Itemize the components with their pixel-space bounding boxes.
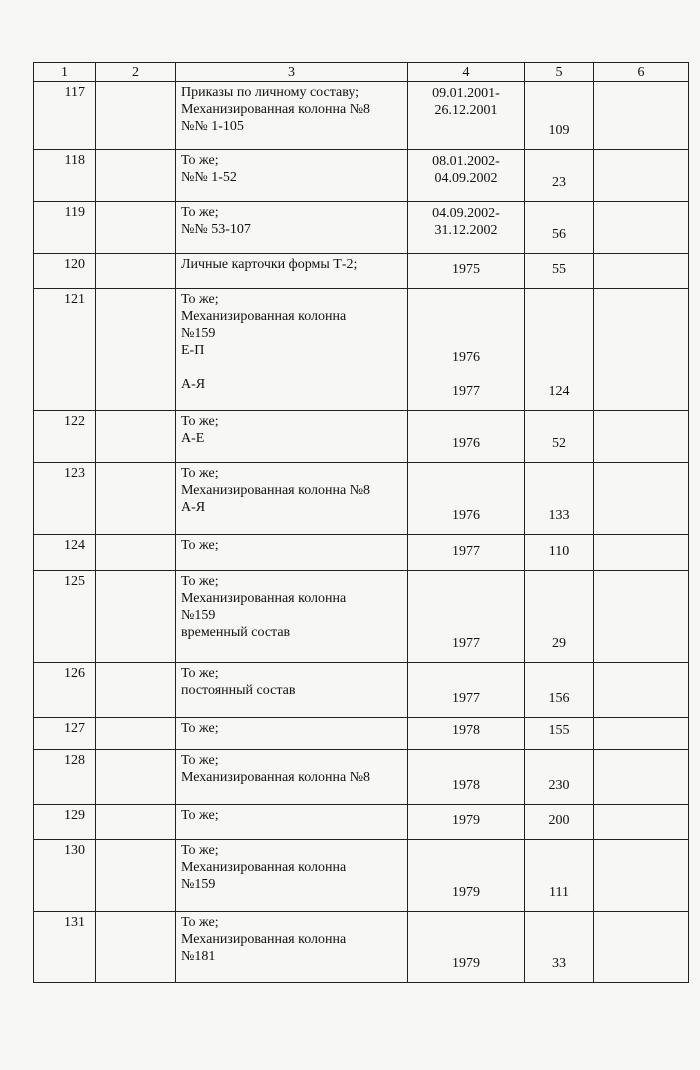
item-number-cell: 122 <box>34 411 96 463</box>
description-line: То же; <box>181 666 219 681</box>
dates-cell <box>408 150 525 202</box>
table-row <box>34 718 689 750</box>
table-row <box>34 463 689 535</box>
notes-cell <box>594 663 689 718</box>
col2-cell <box>96 912 176 983</box>
description-cell <box>176 718 408 750</box>
notes-cell <box>594 912 689 983</box>
date-line: 1977 <box>452 384 480 399</box>
description-line: Механизированная колонна №8 <box>181 483 371 498</box>
notes-cell <box>594 289 689 411</box>
dates-cell <box>408 289 525 411</box>
description-cell <box>176 150 408 202</box>
document-page <box>33 62 688 992</box>
dates-cell <box>408 805 525 840</box>
sheet-count-cell: 52 <box>525 411 594 463</box>
description-cell <box>176 805 408 840</box>
description-line: постоянный состав <box>181 683 296 698</box>
notes-cell <box>594 571 689 663</box>
col2-cell <box>96 805 176 840</box>
dates-cell <box>408 750 525 805</box>
description-line: То же; <box>181 153 219 168</box>
description-line: Механизированная колонна <box>181 309 347 324</box>
table-row <box>34 82 689 150</box>
table-row <box>34 571 689 663</box>
sheet-count-cell: 110 <box>525 535 594 571</box>
date-line: 1978 <box>452 723 480 738</box>
table-row <box>34 254 689 289</box>
description-cell <box>176 663 408 718</box>
description-cell <box>176 463 408 535</box>
sheet-count-cell: 29 <box>525 571 594 663</box>
description-line: А-Я <box>181 500 206 515</box>
item-number-cell: 124 <box>34 535 96 571</box>
description-line: То же; <box>181 292 219 307</box>
item-number-cell: 120 <box>34 254 96 289</box>
description-line: №№ 1-105 <box>181 119 244 134</box>
date-line: 1976 <box>452 508 480 523</box>
sheet-count-cell: 55 <box>525 254 594 289</box>
description-line: Механизированная колонна <box>181 860 347 875</box>
description-line: То же; <box>181 915 219 930</box>
date-line: 09.01.2001- <box>432 86 500 101</box>
notes-cell <box>594 463 689 535</box>
column-header-1: 1 <box>34 63 96 82</box>
description-line: А-Я <box>181 377 206 392</box>
item-number-cell: 119 <box>34 202 96 254</box>
description-cell <box>176 254 408 289</box>
item-number-cell: 127 <box>34 718 96 750</box>
item-number-cell: 125 <box>34 571 96 663</box>
description-line: Е-П <box>181 343 205 358</box>
description-line: То же; <box>181 574 219 589</box>
column-header-6: 6 <box>594 63 689 82</box>
date-line: 1979 <box>452 885 480 900</box>
description-line: Приказы по личному составу; <box>181 85 360 100</box>
description-line: То же; <box>181 414 219 429</box>
description-line: Личные карточки формы Т-2; <box>181 257 358 272</box>
description-line: А-Е <box>181 431 205 446</box>
sheet-count-cell: 133 <box>525 463 594 535</box>
dates-cell <box>408 463 525 535</box>
date-line: 1979 <box>452 813 480 828</box>
description-cell <box>176 571 408 663</box>
item-number-cell: 128 <box>34 750 96 805</box>
sheet-count-cell: 155 <box>525 718 594 750</box>
table-row <box>34 750 689 805</box>
date-line: 31.12.2002 <box>434 223 498 238</box>
item-number-cell: 129 <box>34 805 96 840</box>
description-line: Механизированная колонна №8 <box>181 102 371 117</box>
notes-cell <box>594 82 689 150</box>
column-header-5: 5 <box>525 63 594 82</box>
table-row <box>34 663 689 718</box>
description-cell <box>176 411 408 463</box>
sheet-count-cell: 124 <box>525 289 594 411</box>
sheet-count-cell: 200 <box>525 805 594 840</box>
col2-cell <box>96 254 176 289</box>
table-row <box>34 805 689 840</box>
sheet-count-cell: 109 <box>525 82 594 150</box>
table-row <box>34 289 689 411</box>
table-row <box>34 840 689 912</box>
notes-cell <box>594 535 689 571</box>
item-number-cell: 117 <box>34 82 96 150</box>
description-cell <box>176 82 408 150</box>
description-line: Механизированная колонна №8 <box>181 770 371 785</box>
item-number-cell: 130 <box>34 840 96 912</box>
table-body <box>34 82 689 983</box>
description-line: То же; <box>181 538 219 553</box>
column-header-4: 4 <box>408 63 525 82</box>
description-line: То же; <box>181 753 219 768</box>
date-line: 1977 <box>452 544 480 559</box>
description-line: временный состав <box>181 625 291 640</box>
col2-cell <box>96 663 176 718</box>
date-line: 1977 <box>452 691 480 706</box>
notes-cell <box>594 411 689 463</box>
table-row <box>34 202 689 254</box>
notes-cell <box>594 750 689 805</box>
description-cell <box>176 912 408 983</box>
description-line: №159 <box>181 608 216 623</box>
dates-cell <box>408 718 525 750</box>
col2-cell <box>96 289 176 411</box>
description-line: То же; <box>181 843 219 858</box>
sheet-count-cell: 111 <box>525 840 594 912</box>
date-line: 04.09.2002 <box>434 171 498 186</box>
description-line: То же; <box>181 466 219 481</box>
item-number-cell: 118 <box>34 150 96 202</box>
notes-cell <box>594 254 689 289</box>
notes-cell <box>594 150 689 202</box>
date-line: 1975 <box>452 262 480 277</box>
col2-cell <box>96 463 176 535</box>
col2-cell <box>96 718 176 750</box>
description-line: То же; <box>181 721 219 736</box>
col2-cell <box>96 571 176 663</box>
dates-cell <box>408 663 525 718</box>
date-line: 26.12.2001 <box>434 103 498 118</box>
date-line: 1976 <box>452 436 480 451</box>
description-cell <box>176 202 408 254</box>
description-line: №№ 1-52 <box>181 170 237 185</box>
col2-cell <box>96 82 176 150</box>
date-line: 1978 <box>452 778 480 793</box>
description-cell <box>176 535 408 571</box>
sheet-count-cell: 33 <box>525 912 594 983</box>
sheet-count-cell: 23 <box>525 150 594 202</box>
item-number-cell: 126 <box>34 663 96 718</box>
description-cell <box>176 750 408 805</box>
sheet-count-cell: 156 <box>525 663 594 718</box>
dates-cell <box>408 82 525 150</box>
description-cell <box>176 840 408 912</box>
dates-cell <box>408 840 525 912</box>
date-line: 1976 <box>452 350 480 365</box>
description-cell <box>176 289 408 411</box>
dates-cell <box>408 254 525 289</box>
column-number-header-row <box>34 63 689 82</box>
col2-cell <box>96 411 176 463</box>
col2-cell <box>96 150 176 202</box>
item-number-cell: 121 <box>34 289 96 411</box>
item-number-cell: 131 <box>34 912 96 983</box>
description-line: То же; <box>181 808 219 823</box>
date-line <box>408 366 524 383</box>
description-line: №№ 53-107 <box>181 222 251 237</box>
notes-cell <box>594 202 689 254</box>
table-row <box>34 411 689 463</box>
description-line: №159 <box>181 326 216 341</box>
dates-cell <box>408 411 525 463</box>
table-row <box>34 912 689 983</box>
date-line: 08.01.2002- <box>432 154 500 169</box>
date-line: 1979 <box>452 956 480 971</box>
description-line <box>181 359 407 376</box>
dates-cell <box>408 535 525 571</box>
sheet-count-cell: 56 <box>525 202 594 254</box>
date-line: 1977 <box>452 636 480 651</box>
description-line: №159 <box>181 877 216 892</box>
notes-cell <box>594 805 689 840</box>
description-line: Механизированная колонна <box>181 591 347 606</box>
col2-cell <box>96 535 176 571</box>
description-line: Механизированная колонна <box>181 932 347 947</box>
date-line: 04.09.2002- <box>432 206 500 221</box>
notes-cell <box>594 840 689 912</box>
col2-cell <box>96 840 176 912</box>
dates-cell <box>408 202 525 254</box>
sheet-count-cell: 230 <box>525 750 594 805</box>
description-line: То же; <box>181 205 219 220</box>
column-header-3: 3 <box>176 63 408 82</box>
col2-cell <box>96 750 176 805</box>
col2-cell <box>96 202 176 254</box>
notes-cell <box>594 718 689 750</box>
table-row <box>34 150 689 202</box>
column-header-2: 2 <box>96 63 176 82</box>
table-row <box>34 535 689 571</box>
dates-cell <box>408 571 525 663</box>
dates-cell <box>408 912 525 983</box>
archive-inventory-table <box>33 62 689 983</box>
item-number-cell: 123 <box>34 463 96 535</box>
description-line: №181 <box>181 949 216 964</box>
